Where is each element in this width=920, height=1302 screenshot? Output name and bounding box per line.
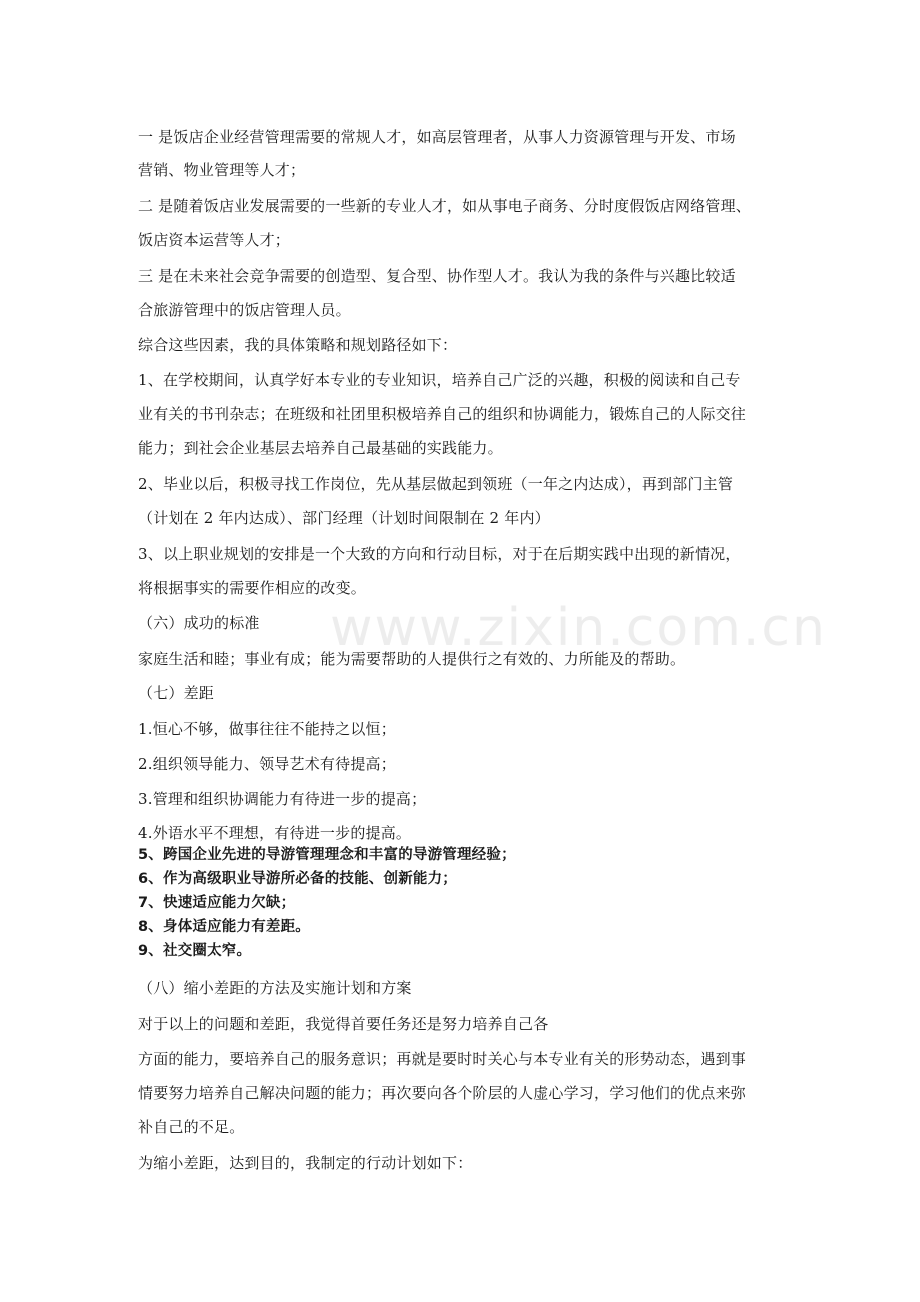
paragraph-line: 一 是饭店企业经营管理需要的常规人才，如高层管理者，从事人力资源管理与开发、市场 [138,128,736,146]
paragraph-line: 对于以上的问题和差距，我觉得首要任务还是努力培养自己各 [138,1015,549,1033]
paragraph-line: 3、以上职业规划的安排是一个大致的方向和行动目标，对于在后期实践中出现的新情况， [138,545,741,563]
watermark: www.zixin.com.cn [330,598,827,658]
paragraph-line: （计划在 2 年内达成）、部门经理（计划时间限制在 2 年内） [138,509,550,527]
paragraph-line: 情要努力培养自己解决问题的能力；再次要向各个阶层的人虚心学习，学习他们的优点来弥 [138,1084,747,1102]
list-item: 3.管理和组织协调能力有待进一步的提高； [138,790,427,808]
section-heading: （七）差距 [138,684,215,702]
list-item: 2.组织领导能力、领导艺术有待提高； [138,755,396,773]
paragraph-line: 家庭生活和睦；事业有成；能为需要帮助的人提供行之有效的、力所能及的帮助。 [138,650,686,668]
paragraph-line: 2、毕业以后，积极寻找工作岗位，先从基层做起到领班（一年之内达成），再到部门主管 [138,475,734,493]
list-item: 4.外语水平不理想，有待进一步的提高。 [138,824,412,842]
paragraph-line: 为缩小差距，达到目的，我制定的行动计划如下： [138,1154,473,1172]
paragraph-line: 补自己的不足。 [138,1118,245,1136]
section-heading: （八）缩小差距的方法及实施计划和方案 [138,979,412,997]
list-item: 1.恒心不够，做事往往不能持之以恒； [138,720,396,738]
paragraph-line: 能力；到社会企业基层去培养自己最基础的实践能力。 [138,439,503,457]
paragraph-line: 业有关的书刊杂志；在班级和社团里积极培养自己的组织和协调能力，锻炼自己的人际交往 [138,405,747,423]
list-item-bold: 7、快速适应能力欠缺； [138,895,296,911]
paragraph-line: 营销、物业管理等人才； [138,161,306,179]
paragraph-line: 三 是在未来社会竞争需要的创造型、复合型、协作型人才。我认为我的条件与兴趣比较适 [138,267,736,285]
paragraph-line: 二 是随着饭店业发展需要的一些新的专业人才，如从事电子商务、分时度假饭店网络管理、 [138,197,751,215]
section-heading: （六）成功的标准 [138,614,260,632]
paragraph-line: 综合这些因素，我的具体策略和规划路径如下： [138,336,458,354]
paragraph-line: 将根据事实的需要作相应的改变。 [138,579,367,597]
list-item-bold: 6、作为高级职业导游所必备的技能、创新能力； [138,871,457,887]
paragraph-line: 饭店资本运营等人才； [138,231,291,249]
list-item-bold: 9、社交圈太窄。 [138,943,252,959]
paragraph-line: 方面的能力，要培养自己的服务意识；再就是要时时关心与本专业有关的形势动态，遇到事 [138,1050,747,1068]
list-item-bold: 5、跨国企业先进的导游管理理念和丰富的导游管理经验； [138,847,516,863]
list-item-bold: 8、身体适应能力有差距。 [138,919,310,935]
paragraph-line: 合旅游管理中的饭店管理人员。 [138,301,351,319]
paragraph-line: 1、在学校期间，认真学好本专业的专业知识，培养自己广泛的兴趣，积极的阅读和自己专 [138,371,741,389]
